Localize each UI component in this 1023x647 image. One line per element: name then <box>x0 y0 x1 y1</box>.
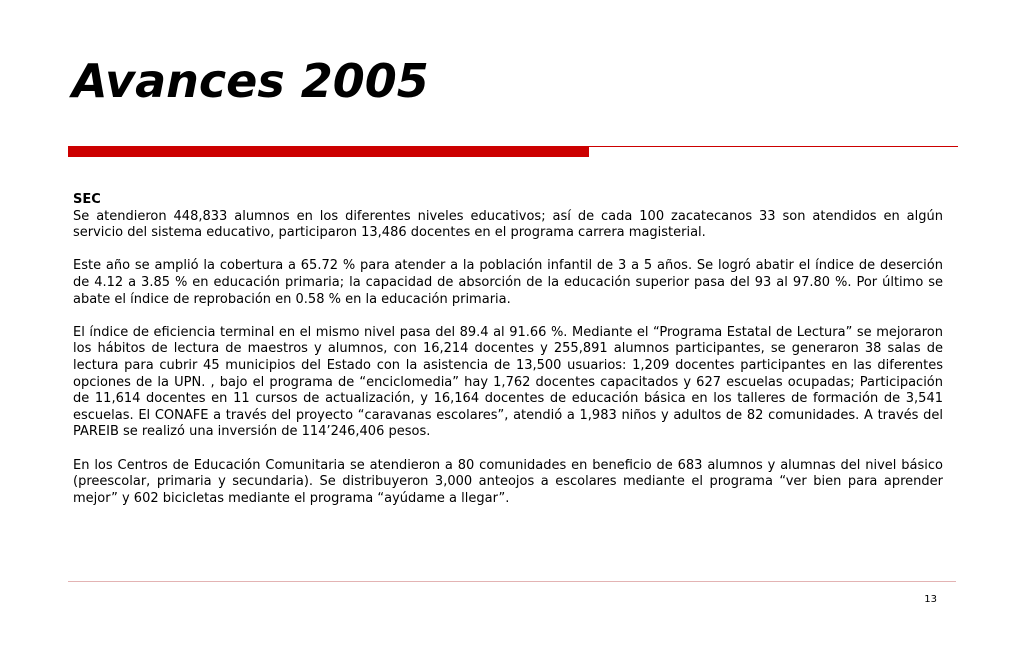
slide-body <box>73 192 943 524</box>
body-paragraph-2: Este año se amplió la cobertura a 65.72 % para atender a la población infantil de 3 a 5 años. Se logró abatir el índice de deserción de 4.12 a 3.85 % en educación primaria; la capacidad de absorción de la educación superior pasa del 93 al 97.80 %. Por último se abate el índice de reprobación en 0.58 % en la educación primaria. <box>73 258 943 307</box>
body-paragraph-3: El índice de eficiencia terminal en el mismo nivel pasa del 89.4 al 91.66 %. Mediante el “Programa Estatal de Lectura” se mejoraron los hábitos de lectura de maestros y alumnos, con 16,214 docentes y 255,891 alumnos participantes, se generaron 38 salas de lectura para cubrir 45 municipios del Estado con la asistencia de 13,500 usuarios: 1,209 docentes participantes en las diferentes opciones de la UPN. , bajo el programa de “enciclomedia” hay 1,762 docentes capacitados y 627 escuelas ocupadas; Participación de 11,614 docentes en 11 cursos de actualización, y 16,164 docentes de educación básica en los talleres de formación de 3,541 escuelas. El CONAFE a través del proyecto “caravanas escolares”, atendió a 1,983 niños y adultos de 82 comunidades. A través del PAREIB se realizó una inversión de 114’246,406 pesos. <box>73 324 943 440</box>
body-paragraph-1: Se atendieron 448,833 alumnos en los diferentes niveles educativos; así de cada 100 zacatecanos 33 son atendidos en algún servicio del sistema educativo, participaron 13,486 docentes en el programa carrera magisterial. <box>73 208 943 241</box>
title-underline-accent <box>68 147 589 157</box>
page-number: 13 <box>924 594 937 605</box>
slide-title: Avances 2005 <box>72 54 429 108</box>
body-paragraph-4: En los Centros de Educación Comunitaria se atendieron a 80 comunidades en beneficio de 683 alumnos y alumnas del nivel básico (preescolar, primaria y secundaria). Se distribuyeron 3,000 anteojos a escolares mediante el programa “ver bien para aprender mejor” y 602 bicicletas mediante el programa “ayúdame a llegar”. <box>73 457 943 506</box>
section-heading: SEC <box>73 192 101 207</box>
footer-divider <box>68 581 956 582</box>
